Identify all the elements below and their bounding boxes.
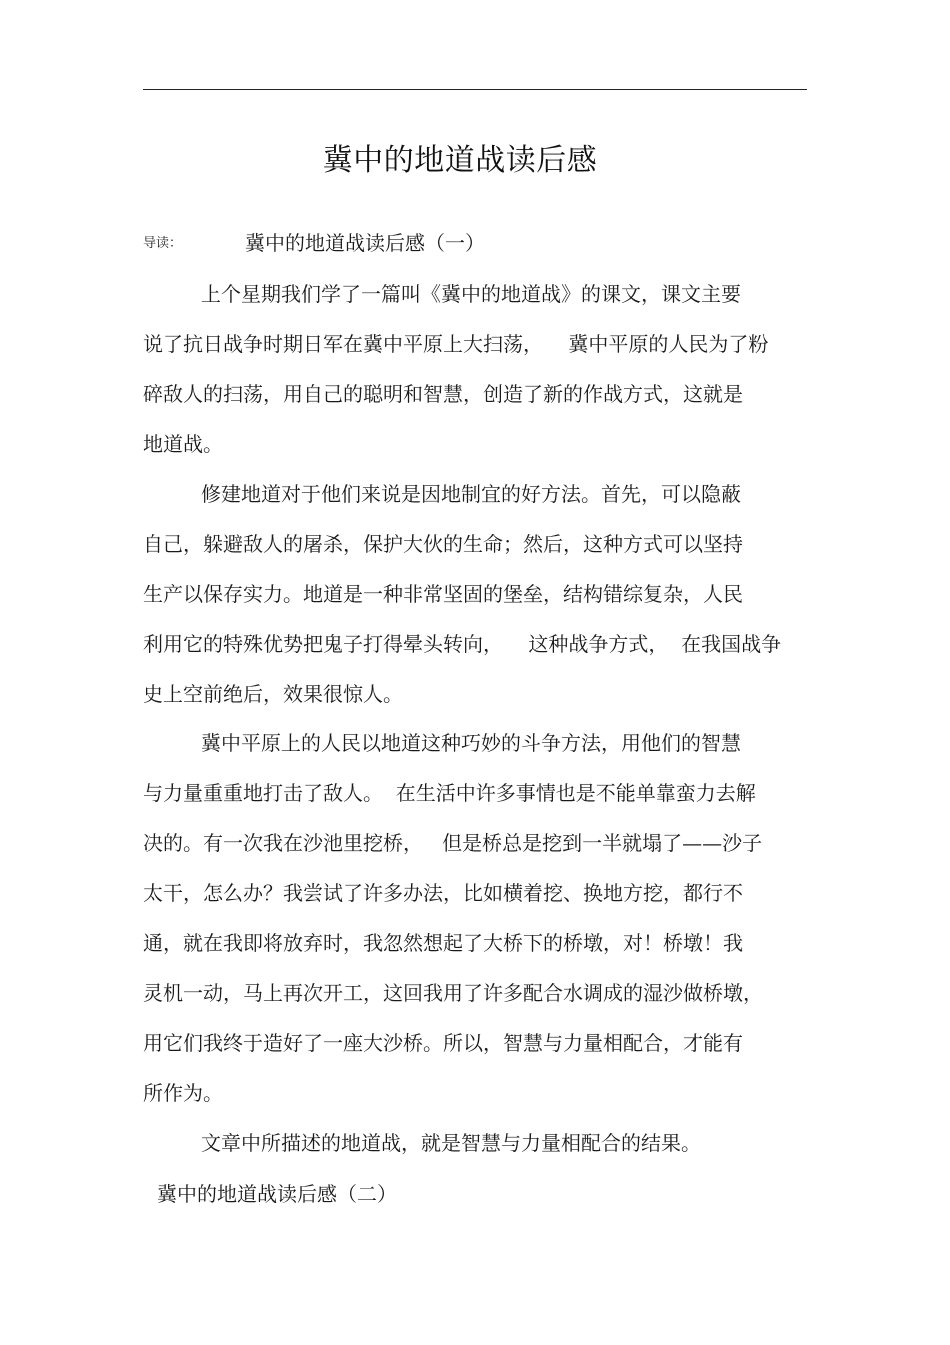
text-line: 史上空前绝后，效果很惊人。 [143,682,403,706]
lead-heading: 冀中的地道战读后感（一） [245,231,485,255]
section-heading: 冀中的地道战读后感（二） [157,1182,397,1206]
lead-label: 导读： [143,236,183,251]
text-line: 灵机一动，马上再次开工，这回我用了许多配合水调成的湿沙做桥墩， [143,981,763,1005]
text-line: 所作为。 [143,1081,223,1105]
text-line: 碎敌人的扫荡，用自己的聪明和智慧，创造了新的作战方式，这就是 [143,382,743,406]
text-line: 冀中平原上的人民以地道这种巧妙的斗争方法，用他们的智慧 [201,731,741,755]
text-line: 修建地道对于他们来说是因地制宜的好方法。首先，可以隐蔽 [201,482,741,506]
text-line: 通，就在我即将放弃时，我忽然想起了大桥下的桥墩，对！桥墩！我 [143,931,743,955]
lead-row [143,228,823,260]
text-line: 上个星期我们学了一篇叫《冀中的地道战》的课文，课文主要 [201,282,741,306]
text-line: 生产以保存实力。地道是一种非常坚固的堡垒，结构错综复杂，人民 [143,582,743,606]
text-line: 文章中所描述的地道战，就是智慧与力量相配合的结果。 [201,1131,701,1155]
text-line: 用它们我终于造好了一座大沙桥。所以，智慧与力量相配合，才能有 [143,1031,743,1055]
text-line: 决的。有一次我在沙池里挖桥， 但是桥总是挖到一半就塌了——沙子 [143,831,763,855]
text-line: 太干，怎么办？我尝试了许多办法，比如横着挖、换地方挖，都行不 [143,881,743,905]
text-line: 自己，躲避敌人的屠杀，保护大伙的生命；然后，这种方式可以坚持 [143,532,743,556]
text-line: 利用它的特殊优势把鬼子打得晕头转向， 这种战争方式， 在我国战争 [143,632,782,656]
text-line: 说了抗日战争时期日军在冀中平原上大扫荡， 冀中平原的人民为了粉 [143,332,769,356]
text-line: 地道战。 [143,432,223,456]
top-rule [143,89,807,90]
text-line: 与力量重重地打击了敌人。 在生活中许多事情也是不能单靠蛮力去解 [143,781,756,805]
page-title: 冀中的地道战读后感 [322,143,598,178]
